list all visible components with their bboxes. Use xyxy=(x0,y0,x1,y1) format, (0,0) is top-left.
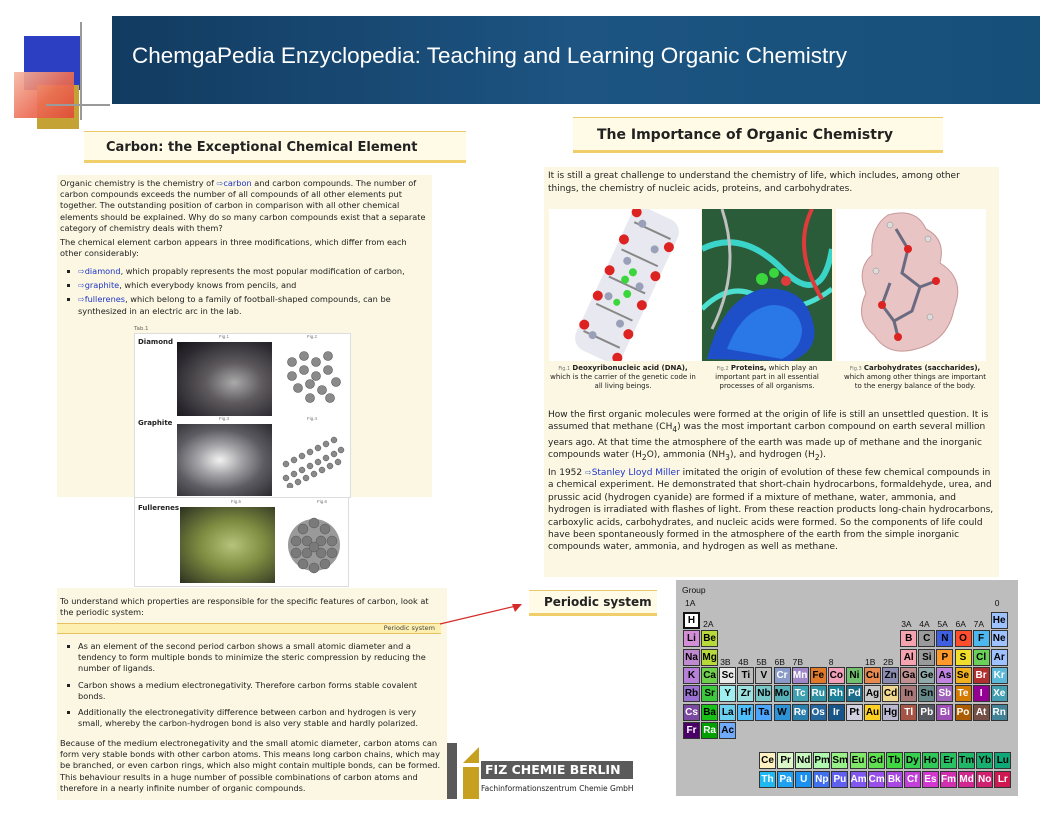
row-label-graphite: Graphite xyxy=(138,419,173,427)
element-cell[interactable]: Re xyxy=(792,704,809,721)
group-header: 4A xyxy=(919,619,930,629)
group-header: 7A xyxy=(973,619,984,629)
left-paragraph-2: The chemical element carbon appears in three modifications, which differ from each other considerably: xyxy=(60,237,407,259)
carbon-link[interactable]: carbon xyxy=(223,178,252,188)
element-cell[interactable]: Ho xyxy=(922,752,939,769)
fig-label: Fig.5 xyxy=(231,499,242,504)
modifications-list xyxy=(60,266,430,320)
element-cell[interactable]: Dy xyxy=(904,752,921,769)
element-cell[interactable]: Zr xyxy=(737,685,754,702)
element-cell[interactable]: Eu xyxy=(850,752,867,769)
table-label: Tab.1 xyxy=(134,326,149,332)
link-arrow-icon: ⇨ xyxy=(216,179,224,188)
element-cell[interactable]: Kr xyxy=(991,667,1008,684)
protein-image xyxy=(702,209,832,361)
element-cell[interactable]: Na xyxy=(683,649,700,666)
element-cell[interactable]: Pb xyxy=(918,704,935,721)
element-cell[interactable]: Ag xyxy=(864,685,881,702)
properties-list xyxy=(60,641,440,732)
graphite-link[interactable]: graphite xyxy=(84,280,120,291)
element-cell[interactable]: Pd xyxy=(846,685,863,702)
fig-label: Fig.3 xyxy=(219,416,230,421)
element-cell[interactable]: W xyxy=(774,704,791,721)
graphite-structure-diagram xyxy=(280,432,346,488)
element-cell[interactable]: Es xyxy=(922,771,939,788)
dna-caption: Fig.1 Deoxyribonucleic acid (DNA), which is the carrier of the genetic code in all living beings. xyxy=(550,364,696,390)
element-cell[interactable]: Li xyxy=(683,630,700,647)
element-cell[interactable]: Pr xyxy=(777,752,794,769)
element-cell[interactable]: Hf xyxy=(737,704,754,721)
periodic-table-grid xyxy=(676,580,1018,796)
element-cell[interactable]: Cl xyxy=(973,649,990,666)
element-cell[interactable]: Bk xyxy=(886,771,903,788)
element-cell[interactable]: Pu xyxy=(831,771,848,788)
group-header: 4B xyxy=(738,657,749,667)
element-cell[interactable]: Ne xyxy=(991,630,1008,647)
group-header: 3A xyxy=(901,619,912,629)
element-cell[interactable]: Co xyxy=(828,667,845,684)
periodic-system-link[interactable]: Periodic system xyxy=(383,624,435,632)
element-cell[interactable]: Fe xyxy=(810,667,827,684)
element-cell[interactable]: Tl xyxy=(900,704,917,721)
element-cell[interactable]: Be xyxy=(701,630,718,647)
group-header: 5A xyxy=(937,619,948,629)
fullerenes-table-row xyxy=(134,497,349,587)
fullerene-structure-diagram xyxy=(285,507,343,581)
element-cell[interactable]: Tc xyxy=(792,685,809,702)
element-cell[interactable]: Ni xyxy=(846,667,863,684)
element-cell[interactable]: Yb xyxy=(976,752,993,769)
element-cell[interactable]: Er xyxy=(940,752,957,769)
left-heading: Carbon: the Exceptional Chemical Element xyxy=(84,131,466,163)
left-paragraph-4: Because of the medium electronegativity and the small atomic diameter, carbon atoms can form very stable bonds with other carbon atoms. This means long carbon chains, which may be branched, or even carbon rings, which also might contain multiple bonds, can be formed. This behaviour results in a huge number of possible combinations of carbon atoms and therefore in a nearly infinite number of organic compounds. xyxy=(60,738,441,793)
fiz-logo-name: FIZ CHEMIE BERLIN xyxy=(481,761,633,779)
element-cell[interactable]: Ta xyxy=(755,704,772,721)
element-cell[interactable]: Cd xyxy=(882,685,899,702)
element-cell[interactable]: Nd xyxy=(795,752,812,769)
element-cell[interactable]: Ge xyxy=(918,667,935,684)
element-cell[interactable]: Ti xyxy=(737,667,754,684)
element-cell[interactable]: K xyxy=(683,667,700,684)
element-cell[interactable]: Md xyxy=(958,771,975,788)
element-cell[interactable]: Fm xyxy=(940,771,957,788)
element-cell[interactable]: As xyxy=(936,667,953,684)
fullerenes-link[interactable]: fullerenes xyxy=(84,294,126,305)
element-cell[interactable]: Mn xyxy=(792,667,809,684)
element-cell[interactable]: Pm xyxy=(813,752,830,769)
right-heading: The Importance of Organic Chemistry xyxy=(573,117,943,153)
group-header: 1A xyxy=(685,598,696,608)
element-cell[interactable]: B xyxy=(900,630,917,647)
group-header: 2A xyxy=(703,619,714,629)
list-item: As an element of the second period carbon shows a small atomic diameter and a tendency to form multiple bonds to minimize the steric compression by reducing the number of ligands. xyxy=(60,641,440,675)
element-cell[interactable]: Rb xyxy=(683,685,700,702)
element-cell[interactable]: Gd xyxy=(868,752,885,769)
dna-image xyxy=(549,209,701,361)
title-bar xyxy=(112,16,1040,104)
element-cell[interactable]: U xyxy=(795,771,812,788)
element-cell[interactable]: Cf xyxy=(904,771,921,788)
element-cell[interactable]: Cs xyxy=(683,704,700,721)
element-cell[interactable]: Fr xyxy=(683,722,700,739)
element-cell[interactable]: I xyxy=(973,685,990,702)
group-header: 1B xyxy=(865,657,876,667)
element-cell[interactable]: He xyxy=(991,612,1008,629)
element-cell[interactable]: Lu xyxy=(994,752,1011,769)
left-paragraph-3: To understand which properties are responsible for the specific features of carbon, look at the periodic system: xyxy=(60,596,429,618)
element-cell[interactable]: Ca xyxy=(701,667,718,684)
element-cell[interactable]: Xe xyxy=(991,685,1008,702)
left-panel-bottom xyxy=(57,588,447,800)
element-cell[interactable]: No xyxy=(976,771,993,788)
element-cell[interactable]: H xyxy=(683,612,700,629)
element-cell[interactable]: Th xyxy=(759,771,776,788)
element-cell[interactable]: Ru xyxy=(810,685,827,702)
list-item: ⇨fullerenes, which belong to a family of football-shaped compounds, can be synthesized in an electric arc in the lab. xyxy=(60,294,430,316)
element-cell[interactable]: Bi xyxy=(936,704,953,721)
page-title: ChemgaPedia Enzyclopedia: Teaching and Learning Organic Chemistry xyxy=(132,43,848,68)
link-arrow-icon: ⇨ xyxy=(584,468,592,477)
list-item: Carbon shows a medium electronegativity. Therefore carbon forms stable covalent bonds. xyxy=(60,680,440,702)
logo-horizontal-line xyxy=(46,104,110,106)
fig-label: Fig.6 xyxy=(317,499,328,504)
element-cell[interactable]: Rh xyxy=(828,685,845,702)
fullerenes-photo xyxy=(180,507,275,583)
element-cell[interactable]: Np xyxy=(813,771,830,788)
diamond-photo xyxy=(177,342,272,416)
group-header: 8 xyxy=(828,657,834,667)
fig-label: Fig.4 xyxy=(307,416,318,421)
element-cell[interactable]: Al xyxy=(900,649,917,666)
group-header: 7B xyxy=(792,657,803,667)
fiz-logo-mark xyxy=(447,743,481,799)
diamond-link[interactable]: diamond xyxy=(84,266,121,276)
fiz-logo xyxy=(447,740,637,800)
carbohydrate-caption: Fig.3 Carbohydrates (saccharides), which among other things are important to the energy balance of the body. xyxy=(844,364,986,390)
element-cell[interactable]: Po xyxy=(955,704,972,721)
element-cell[interactable]: Pa xyxy=(777,771,794,788)
element-cell[interactable]: Cm xyxy=(868,771,885,788)
diamond-structure-diagram xyxy=(280,342,344,414)
group-header: 6B xyxy=(774,657,785,667)
element-cell[interactable]: Rn xyxy=(991,704,1008,721)
element-cell[interactable]: In xyxy=(900,685,917,702)
group-header: 0 xyxy=(994,598,1000,608)
modifications-table xyxy=(134,333,351,498)
list-item: ⇨diamond, which propably represents the most popular modification of carbon, xyxy=(60,266,430,277)
element-cell[interactable]: Au xyxy=(864,704,881,721)
list-item: Additionally the electronegativity difference between carbon and hydrogen is very small, whereby the carbon-hydrogen bond is also very stable and hardly polarized. xyxy=(60,707,440,729)
group-header: 6A xyxy=(955,619,966,629)
protein-caption: Fig.2 Proteins, which play an important part in all essential processes of all organisms. xyxy=(715,364,819,390)
element-cell[interactable]: Cr xyxy=(774,667,791,684)
element-cell[interactable]: Si xyxy=(918,649,935,666)
stanley-miller-link[interactable]: Stanley Lloyd Miller xyxy=(591,468,680,478)
fig-label: Fig.1 xyxy=(219,334,230,339)
fiz-logo-subtitle: Fachinformationszentrum Chemie GmbH xyxy=(481,784,634,793)
element-cell[interactable]: Sb xyxy=(936,685,953,702)
element-cell[interactable]: Y xyxy=(719,685,736,702)
element-cell[interactable]: Nb xyxy=(755,685,772,702)
element-cell[interactable]: Sm xyxy=(831,752,848,769)
graphite-photo xyxy=(177,424,272,496)
carbohydrate-image xyxy=(836,209,986,361)
element-cell[interactable]: Am xyxy=(850,771,867,788)
right-intro: It is still a great challenge to understand the chemistry of life, which includes, among other things, the chemistry of nucleic acids, proteins, and carbohydrates. xyxy=(548,171,960,194)
element-cell[interactable]: Mo xyxy=(774,685,791,702)
element-cell[interactable]: Sc xyxy=(719,667,736,684)
element-cell[interactable]: O xyxy=(955,630,972,647)
group-header: 2B xyxy=(883,657,894,667)
element-cell[interactable]: Hg xyxy=(882,704,899,721)
element-cell[interactable]: F xyxy=(973,630,990,647)
element-cell[interactable]: Zn xyxy=(882,667,899,684)
element-cell[interactable]: Br xyxy=(973,667,990,684)
right-panel xyxy=(544,167,999,577)
periodic-system-heading: Periodic system xyxy=(529,590,657,616)
element-cell[interactable]: Mg xyxy=(701,649,718,666)
element-cell[interactable]: Os xyxy=(810,704,827,721)
element-cell[interactable]: P xyxy=(936,649,953,666)
element-cell[interactable]: Tm xyxy=(958,752,975,769)
periodic-system-bar[interactable] xyxy=(57,623,441,634)
element-cell[interactable]: S xyxy=(955,649,972,666)
element-cell[interactable]: Sr xyxy=(701,685,718,702)
row-label-diamond: Diamond xyxy=(138,338,174,346)
element-cell[interactable]: N xyxy=(936,630,953,647)
element-cell[interactable]: Sn xyxy=(918,685,935,702)
group-label: Group xyxy=(682,585,706,595)
element-cell[interactable]: Te xyxy=(955,685,972,702)
element-cell[interactable]: C xyxy=(918,630,935,647)
element-cell[interactable]: Ar xyxy=(991,649,1008,666)
logo-red-square xyxy=(14,72,74,118)
element-cell[interactable]: Ac xyxy=(719,722,736,739)
pointer-arrow xyxy=(438,598,524,628)
right-paragraph-2: How the first organic molecules were formed at the origin of life is still an unsettled question. It is assumed that methane $(CH_4)$ was the most important carbon compound on earth several million years ago. At that time the atmosphere of the earth was made up of methane and the inorganic compounds water $(H_2O)$, ammonia $(NH_3)$, and hydrogen $(H_2)$. xyxy=(548,410,989,462)
element-cell[interactable]: V xyxy=(755,667,772,684)
fig-label: Fig.2 xyxy=(307,334,318,339)
row-label-fullerenes: Fullerenes xyxy=(138,504,180,512)
element-cell[interactable]: Ga xyxy=(900,667,917,684)
list-item: ⇨graphite, which everybody knows from pencils, and xyxy=(60,280,430,291)
element-cell[interactable]: Ce xyxy=(759,752,776,769)
periodic-table xyxy=(676,580,1018,796)
right-paragraph-3: In 1952 ⇨Stanley Lloyd Miller imitated the origin of evolution of these few chemical compounds in a chemical experiment. He demonstrated that short-chain hydrocarbons, formaldehyde, urea, and prussic acid (hydrogen cyanide) are formed if a mixture of methane, water, ammonia, and hydrogen is irradiated with flashes of light. From these reaction products long-chain hydrocarbons, carboxylic acids, carbohydrates, and nucleic acids were formed. So the components of life could have been spontaneously formed in the atmosphere of the earth from the simple inorganic compounds water, ammonia, and hydrogen as well as methane. xyxy=(548,468,994,553)
element-cell[interactable]: Pt xyxy=(846,704,863,721)
element-cell[interactable]: Cu xyxy=(864,667,881,684)
element-cell[interactable]: Lr xyxy=(994,771,1011,788)
group-header: 3B xyxy=(720,657,731,667)
element-cell[interactable]: Ir xyxy=(828,704,845,721)
element-cell[interactable]: Ra xyxy=(701,722,718,739)
left-paragraph-1: Organic chemistry is the chemistry of ⇨carbon and carbon compounds. The number of carbon compounds exceeds the number of all compounds of all other elements put together. The outstanding position of carbon in comparison with all other chemical elements should be explained. Why do so many carbon compounds exist that a separate category of chemistry deals with them? xyxy=(60,178,426,233)
element-cell[interactable]: La xyxy=(719,704,736,721)
group-header: 5B xyxy=(756,657,767,667)
element-cell[interactable]: Ba xyxy=(701,704,718,721)
element-cell[interactable]: At xyxy=(973,704,990,721)
element-cell[interactable]: Tb xyxy=(886,752,903,769)
element-cell[interactable]: Se xyxy=(955,667,972,684)
